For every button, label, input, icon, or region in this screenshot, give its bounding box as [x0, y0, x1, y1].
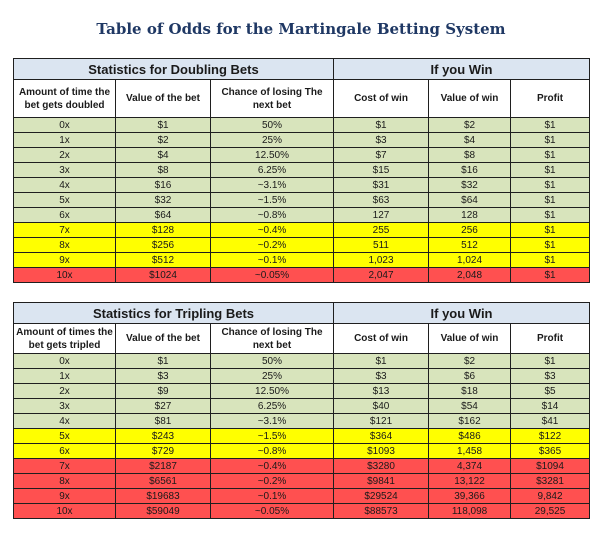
bet-value-cell: $2187 — [116, 459, 211, 474]
profit-cell: $5 — [511, 384, 590, 399]
profit-cell: $14 — [511, 399, 590, 414]
group-header-if-you-win: If you Win — [334, 59, 590, 80]
cost-cell: $13 — [334, 384, 429, 399]
win-value-cell: $64 — [429, 193, 511, 208]
win-value-cell: 4,374 — [429, 459, 511, 474]
cost-cell: $40 — [334, 399, 429, 414]
cost-cell: $1 — [334, 118, 429, 133]
cost-cell: $15 — [334, 163, 429, 178]
group-header-if-you-win: If you Win — [334, 303, 590, 324]
amount-cell: 5x — [14, 193, 116, 208]
column-header-bet-value: Value of the bet — [116, 80, 211, 118]
chance-cell: ~0.4% — [211, 459, 334, 474]
chance-cell: 25% — [211, 369, 334, 384]
column-header-chance-losing: Chance of losing The next bet — [211, 324, 334, 354]
group-header-doubling: Statistics for Doubling Bets — [14, 59, 334, 80]
amount-cell: 7x — [14, 459, 116, 474]
column-header-amount: Amount of time the bet gets doubled — [14, 80, 116, 118]
amount-cell: 0x — [14, 118, 116, 133]
table-row — [14, 148, 590, 163]
profit-cell: $3281 — [511, 474, 590, 489]
chance-cell: ~0.1% — [211, 253, 334, 268]
bet-value-cell: $1 — [116, 354, 211, 369]
win-value-cell: 2,048 — [429, 268, 511, 283]
column-header-profit: Profit — [511, 324, 590, 354]
bet-value-cell: $81 — [116, 414, 211, 429]
table-row — [14, 399, 590, 414]
column-header-profit: Profit — [511, 80, 590, 118]
win-value-cell: $18 — [429, 384, 511, 399]
cost-cell: 511 — [334, 238, 429, 253]
bet-value-cell: $4 — [116, 148, 211, 163]
cost-cell: $1 — [334, 354, 429, 369]
cost-cell: $63 — [334, 193, 429, 208]
table-row — [14, 163, 590, 178]
win-value-cell: $2 — [429, 354, 511, 369]
bet-value-cell: $729 — [116, 444, 211, 459]
table-row — [14, 429, 590, 444]
bet-value-cell: $128 — [116, 223, 211, 238]
win-value-cell: $54 — [429, 399, 511, 414]
amount-cell: 1x — [14, 369, 116, 384]
bet-value-cell: $3 — [116, 369, 211, 384]
table-row — [14, 238, 590, 253]
bet-value-cell: $9 — [116, 384, 211, 399]
chance-cell: ~0.05% — [211, 504, 334, 519]
amount-cell: 8x — [14, 238, 116, 253]
amount-cell: 7x — [14, 223, 116, 238]
profit-cell: $1 — [511, 268, 590, 283]
win-value-cell: $8 — [429, 148, 511, 163]
chance-cell: ~0.05% — [211, 268, 334, 283]
cost-cell: $3280 — [334, 459, 429, 474]
bet-value-cell: $19683 — [116, 489, 211, 504]
profit-cell: $1 — [511, 354, 590, 369]
profit-cell: $1 — [511, 193, 590, 208]
table-row — [14, 489, 590, 504]
table-row — [14, 178, 590, 193]
table-row — [14, 354, 590, 369]
bet-value-cell: $27 — [116, 399, 211, 414]
table-row — [14, 459, 590, 474]
profit-cell: $1094 — [511, 459, 590, 474]
amount-cell: 5x — [14, 429, 116, 444]
cost-cell: $3 — [334, 133, 429, 148]
win-value-cell: $4 — [429, 133, 511, 148]
amount-cell: 9x — [14, 253, 116, 268]
amount-cell: 2x — [14, 148, 116, 163]
table-row — [14, 384, 590, 399]
profit-cell: $365 — [511, 444, 590, 459]
profit-cell: $1 — [511, 133, 590, 148]
win-value-cell: 1,458 — [429, 444, 511, 459]
bet-value-cell: $1024 — [116, 268, 211, 283]
profit-cell: 29,525 — [511, 504, 590, 519]
table-row — [14, 504, 590, 519]
profit-cell: $1 — [511, 223, 590, 238]
column-header-value-of-win: Value of win — [429, 324, 511, 354]
page-title: Table of Odds for the Martingale Betting System — [96, 20, 506, 38]
table-row — [14, 444, 590, 459]
chance-cell: 50% — [211, 354, 334, 369]
bet-value-cell: $256 — [116, 238, 211, 253]
profit-cell: $1 — [511, 238, 590, 253]
cost-cell: $88573 — [334, 504, 429, 519]
column-header-amount: Amount of times the bet gets tripled — [14, 324, 116, 354]
profit-cell: 9,842 — [511, 489, 590, 504]
table-row — [14, 268, 590, 283]
cost-cell: 2,047 — [334, 268, 429, 283]
win-value-cell: 1,024 — [429, 253, 511, 268]
chance-cell: 6.25% — [211, 163, 334, 178]
cost-cell: 1,023 — [334, 253, 429, 268]
cost-cell: 127 — [334, 208, 429, 223]
bet-value-cell: $512 — [116, 253, 211, 268]
profit-cell: $1 — [511, 163, 590, 178]
cost-cell: $9841 — [334, 474, 429, 489]
table-row — [14, 193, 590, 208]
chance-cell: ~1.5% — [211, 429, 334, 444]
cost-cell: $1093 — [334, 444, 429, 459]
amount-cell: 3x — [14, 163, 116, 178]
win-value-cell: $32 — [429, 178, 511, 193]
profit-cell: $1 — [511, 178, 590, 193]
cost-cell: $364 — [334, 429, 429, 444]
amount-cell: 8x — [14, 474, 116, 489]
cost-cell: $121 — [334, 414, 429, 429]
column-header-bet-value: Value of the bet — [116, 324, 211, 354]
chance-cell: 6.25% — [211, 399, 334, 414]
win-value-cell: $162 — [429, 414, 511, 429]
table-row — [14, 369, 590, 384]
amount-cell: 4x — [14, 414, 116, 429]
amount-cell: 3x — [14, 399, 116, 414]
amount-cell: 6x — [14, 208, 116, 223]
amount-cell: 1x — [14, 133, 116, 148]
cost-cell: $3 — [334, 369, 429, 384]
bet-value-cell: $59049 — [116, 504, 211, 519]
doubling-table-body — [14, 118, 590, 283]
amount-cell: 6x — [14, 444, 116, 459]
win-value-cell: 128 — [429, 208, 511, 223]
table-row — [14, 414, 590, 429]
bet-value-cell: $64 — [116, 208, 211, 223]
chance-cell: ~3.1% — [211, 178, 334, 193]
cost-cell: $7 — [334, 148, 429, 163]
table-row — [14, 133, 590, 148]
bet-value-cell: $243 — [116, 429, 211, 444]
win-value-cell: $16 — [429, 163, 511, 178]
bet-value-cell: $1 — [116, 118, 211, 133]
chance-cell: ~0.1% — [211, 489, 334, 504]
table-row — [14, 474, 590, 489]
amount-cell: 2x — [14, 384, 116, 399]
profit-cell: $3 — [511, 369, 590, 384]
amount-cell: 4x — [14, 178, 116, 193]
chance-cell: 12.50% — [211, 148, 334, 163]
win-value-cell: 512 — [429, 238, 511, 253]
bet-value-cell: $32 — [116, 193, 211, 208]
chance-cell: ~3.1% — [211, 414, 334, 429]
win-value-cell: 39,366 — [429, 489, 511, 504]
table-row — [14, 253, 590, 268]
profit-cell: $1 — [511, 208, 590, 223]
bet-value-cell: $8 — [116, 163, 211, 178]
column-header-value-of-win: Value of win — [429, 80, 511, 118]
profit-cell: $1 — [511, 253, 590, 268]
profit-cell: $122 — [511, 429, 590, 444]
chance-cell: ~1.5% — [211, 193, 334, 208]
cost-cell: $31 — [334, 178, 429, 193]
table-row — [14, 208, 590, 223]
table-row — [14, 223, 590, 238]
column-header-cost-of-win: Cost of win — [334, 324, 429, 354]
chance-cell: 12.50% — [211, 384, 334, 399]
chance-cell: ~0.2% — [211, 238, 334, 253]
bet-value-cell: $6561 — [116, 474, 211, 489]
chance-cell: 50% — [211, 118, 334, 133]
chance-cell: ~0.2% — [211, 474, 334, 489]
chance-cell: ~0.4% — [211, 223, 334, 238]
win-value-cell: 118,098 — [429, 504, 511, 519]
cost-cell: 255 — [334, 223, 429, 238]
win-value-cell: 13,122 — [429, 474, 511, 489]
tripling-table-body — [14, 354, 590, 519]
bet-value-cell: $16 — [116, 178, 211, 193]
profit-cell: $41 — [511, 414, 590, 429]
amount-cell: 9x — [14, 489, 116, 504]
amount-cell: 10x — [14, 268, 116, 283]
profit-cell: $1 — [511, 148, 590, 163]
win-value-cell: 256 — [429, 223, 511, 238]
doubling-bets-table — [13, 58, 590, 283]
win-value-cell: $6 — [429, 369, 511, 384]
table-row — [14, 118, 590, 133]
column-header-cost-of-win: Cost of win — [334, 80, 429, 118]
chance-cell: ~0.8% — [211, 208, 334, 223]
win-value-cell: $486 — [429, 429, 511, 444]
cost-cell: $29524 — [334, 489, 429, 504]
amount-cell: 0x — [14, 354, 116, 369]
chance-cell: ~0.8% — [211, 444, 334, 459]
bet-value-cell: $2 — [116, 133, 211, 148]
win-value-cell: $2 — [429, 118, 511, 133]
profit-cell: $1 — [511, 118, 590, 133]
group-header-tripling: Statistics for Tripling Bets — [14, 303, 334, 324]
amount-cell: 10x — [14, 504, 116, 519]
chance-cell: 25% — [211, 133, 334, 148]
column-header-chance-losing: Chance of losing The next bet — [211, 80, 334, 118]
tripling-bets-table — [13, 302, 590, 519]
